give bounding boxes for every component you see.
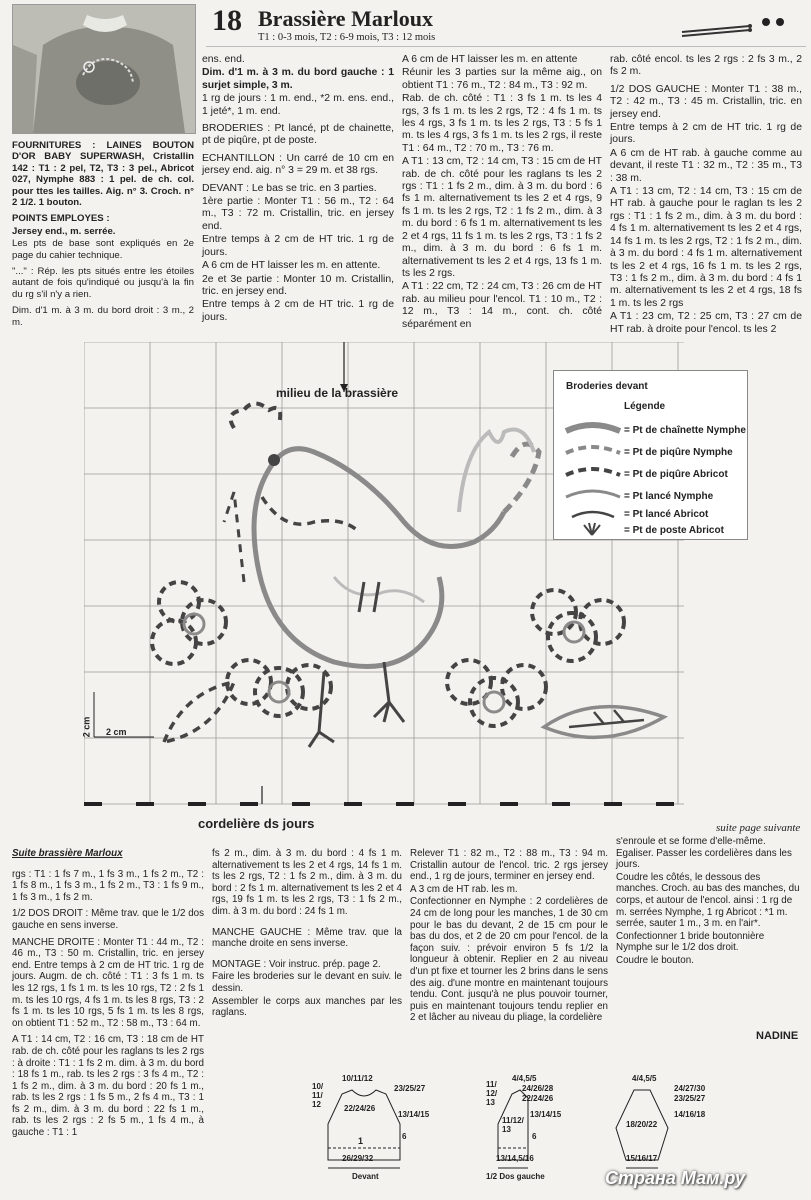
bottom-c1-p1: rgs : T1 : 1 fs 7 m., 1 fs 3 m., 1 fs 2 m., T2 : 1 fs 8 m., 1 fs 3 m., 1 fs 2 m., T3 : 1 fs 9 m., 1 fs 3 m., 1 fs 2 m. (12, 868, 204, 903)
col3-p4: A T1 : 13 cm, T2 : 14 cm, T3 : 15 cm de HT rab. de ch. côté pour les raglans ts les 2 rgs : T1 : 1 fs 2 m., dim. à 3 m. du bord : 6 fs 1 m. alternativement ts les 2 et 4 rgs, 9 fs 1 m. ts les 2 rgs, T2 : 1 fs 2 m., dim. à 3 m. du bord : 6 fs 1 m. alternativement ts les 2 et 4 rgs, 11 fs 1 m. ts les 2 rgs, T3 : 1 fs 2 m., dim. à 3 m. du bord : 6 fs 1 m. alternativement ts les 2 et 4 rgs, 13 fs 1 m. ts les 2 rgs. (402, 156, 602, 279)
pattern-number: 18 (212, 4, 242, 37)
legend-item-1: = Pt de chaînette Nymphe (624, 425, 746, 436)
col4-p5: A T1 : 13 cm, T2 : 14 cm, T3 : 15 cm de HT rab. à gauche pour le raglan ts les 2 rgs : T1 : 1 fs 2 m., dim. à 3 m. du bord : 4 fs 1 m. alternativement ts les 2 et 4 rgs, 14 fs 1 m. ts les 2 rgs, T2 : 1 fs 2 m., dim. à 3 m. du bord : 4 fs 1 m. alternativement ts les 2 et 4 rgs, 16 fs 1 m. ts les 2 rgs, T3 : 1 fs 2 m., dim. à 3 m. du bord : 4 fs 1 m. alternativement ts les 2 et 4 rgs, 18 fs 1 m. ts les 2 rgs (610, 186, 802, 309)
col2-p7: 1ère partie : Monter T1 : 56 m., T2 : 64 m., T3 : 72 m. Cristallin, tric. en jersey end. (202, 196, 394, 232)
devant-mid: 22/24/26 (344, 1104, 376, 1113)
col3-p2: Réunir les 3 parties sur la même aig., on obtient T1 : 76 m., T2 : 84 m., T3 : 92 m. (402, 67, 602, 91)
column-4 (610, 54, 802, 341)
col2-p9: A 6 cm de HT laisser les m. en attente. (202, 260, 381, 272)
points-dim: Dim. d'1 m. à 3 m. du bord droit : 3 m., 2 m. (12, 305, 194, 328)
bottom-column-2 (212, 848, 402, 1024)
knitting-needles-icon (680, 12, 800, 43)
points-base: Les pts de base sont expliqués en 2e page du cahier technique. (12, 238, 194, 261)
points-jersey: Jersey end., m. serrée. (12, 225, 116, 237)
col4-p3: Entre temps à 2 cm de HT tric. 1 rg de jours. (610, 122, 802, 146)
col3-p5: A T1 : 22 cm, T2 : 24 cm, T3 : 26 cm de HT rab. au milieu pour l'encol. T1 : 10 m., T2 : 12 m., T3 : 14 m., cont. ch. côté séparément en (402, 281, 602, 330)
chart-legend (553, 370, 748, 540)
devant-left: 10/ 11/ 12 (312, 1082, 324, 1109)
dos-name: 1/2 Dos gauche (486, 1172, 545, 1181)
col3-p3: Rab. de ch. côté : T1 : 3 fs 1 m. ts les 4 rgs, 3 fs 1 m. ts les 2 rgs, T2 : 4 fs 1 m. ts les 4 rgs, 3 fs 1 m. ts les 2 rgs, T3 : 5 fs 1 m. ts les 4 rgs, 3 fs 1 m. ts les 2 rgs, il reste T1 : 64 m., T2 : 70 m., T3 : 76 m. (402, 93, 602, 154)
chart-top-label: milieu de la brassière (276, 386, 399, 400)
manche-inner: 18/20/22 (626, 1120, 658, 1129)
col2-p8: Entre temps à 2 cm de HT tric. 1 rg de jours. (202, 234, 394, 258)
col4-p2: 1/2 DOS GAUCHE : Monter T1 : 38 m., T2 : 42 m., T3 : 45 m. Cristallin, tric. en jersey end. (610, 83, 802, 120)
dos-inner: 11/12/ 13 (502, 1116, 524, 1134)
bottom-c3-p3: Confectionner en Nymphe : 2 cordelières de 24 cm de long pour les manches, 1 de 30 cm pour le bas du devant, 2 de 15 cm pour le bas du dos, et 2 de 20 cm pour l'encol. de la façon suiv. : prévoir environ 5 fs 1/2 la longueur à obtenir. Replier en 2 au niveau d'un pt fixe et tourner les 2 brins dans le sens des aig. d'une montre en maintenant toujours tendu. Cont. jusqu'à ne plus pouvoir tourner, puis en maintenant toujours tendu replier en 2 et lâcher au niveau du pliage, la cordelière (410, 896, 608, 1024)
column-3 (402, 54, 602, 336)
bottom-c2-p4: Faire les broderies sur le devant en suiv. le dessin. (212, 971, 402, 994)
dos-mid: 22/24/26 (522, 1094, 554, 1103)
legend-title: Broderies devant (566, 381, 648, 392)
size-line: T1 : 0-3 mois, T2 : 6-9 mois, T3 : 12 mois (258, 32, 436, 43)
dos-bottom: 13/14,5/16 (496, 1154, 534, 1163)
manche-shoulder: 24/27/30 (674, 1084, 706, 1093)
manche-right-a: 14/16/18 (674, 1110, 706, 1119)
col2-p2: Dim. d'1 m. à 3 m. du bord gauche : 1 surjet simple, 3 m. (202, 67, 394, 91)
devant-bottom: 26/29/32 (342, 1154, 374, 1163)
column-1 (12, 140, 194, 333)
points-title: POINTS EMPLOYES : (12, 213, 110, 225)
bottom-c2-p2: MANCHE GAUCHE : Même trav. que la manche droite en sens inverse. (212, 926, 402, 950)
devant-shoulder: 23/25/27 (394, 1084, 426, 1093)
bottom-c1-p2: 1/2 DOS DROIT : Même trav. que le 1/2 dos gauche en sens inverse. (12, 908, 204, 931)
author-signature: NADINE (756, 1030, 799, 1042)
manche-top: 4/4,5/5 (632, 1074, 657, 1083)
legend-item-6: = Pt de poste Abricot (624, 525, 724, 536)
bottom-c1-p3: MANCHE DROITE : Monter T1 : 44 m., T2 : 46 m., T3 : 50 m. Cristallin, tric. en jersey end. Entre temps à 2 cm de HT tric. 1 rg de jours. Augm. de ch. côté : T1 : 3 fs 1 m. ts les 12 rgs, 1 fs 1 m. ts les 10 rgs, T2 : 2 fs 1 m. ts les 10 rgs, 4 fs 1 m. ts les 8 rgs, T3 : 2 fs 1 m. ts les 10 rgs, 5 fs 1 m. ts les 8 rgs, on obtient T1 : 52 m., T2 : 58 m., T3 : 64 m. (12, 936, 204, 1029)
continued-note: suite page suivante (716, 822, 801, 834)
continuation-title: Suite brassière Marloux (12, 848, 123, 859)
col4-p6: A T1 : 23 cm, T2 : 25 cm, T3 : 27 cm de HT rab. à droite pour l'encol. ts les 2 (610, 311, 802, 335)
col2-p3: 1 rg de jours : 1 m. end., *2 m. ens. end., 1 jeté*, 1 m. end. (202, 93, 394, 117)
col2-p6: DEVANT : Le bas se tric. en 3 parties. (202, 182, 377, 194)
bottom-c2-p3: MONTAGE : Voir instruc. prép. page 2. (212, 958, 381, 970)
bottom-c4-p1: s'enroule et se forme d'elle-même. Egaliser. Passer les cordelières dans les jours. (616, 836, 792, 871)
col4-p4: A 6 cm de HT rab. à gauche comme au devant, il reste T1 : 32 m., T2 : 35 m., T3 : 38 m. (610, 147, 802, 184)
bottom-c4-p3: Confectionner 1 bride boutonnière Nymphe sur le 1/2 dos droit. (616, 930, 765, 954)
devant-piece-number: 1 (358, 1136, 364, 1146)
dos-right-b: 6 (532, 1132, 537, 1141)
fournitures: FOURNITURES : LAINES BOUTON D'OR BABY SUPERWASH, Cristallin 142 : T1 : 2 pel, T2, T3 : 3 pel., Abricot 027, Nymphe 883 : 1 pel. de ch. col. pour ttes les tailles. Aig. n° 3. Croch. n° 2 1/2. 1 bouton. (12, 140, 194, 209)
bottom-c4-p2: Coudre les côtés, le dessous des manches. Croch. au bas des manches, du corps, et autour de l'encol. ainsi : 1 rg de m. serrées Nymphe, 1 rg Abricot : *1 m. serrée, sauter 1 m., 3 m. en l'air*. (616, 871, 800, 930)
manche-bottom: 15/16/17 (626, 1154, 658, 1163)
dos-top: 4/4,5/5 (512, 1074, 537, 1083)
pattern-title: Brassière Marloux (258, 6, 433, 31)
bottom-c3-p2: A 3 cm de HT rab. les m. (410, 883, 518, 895)
col4-p1: rab. côté encol. ts les 2 rgs : 2 fs 3 m., 2 fs 2 m. (610, 54, 802, 78)
legend-subtitle: Légende (624, 401, 666, 412)
legend-item-2: = Pt de piqûre Nymphe (624, 447, 733, 458)
bottom-column-3 (410, 848, 608, 1029)
dim-horizontal-label: 2 cm (106, 727, 127, 737)
bottom-column-4 (616, 836, 802, 972)
legend-item-3: = Pt de piqûre Abricot (624, 469, 728, 480)
bottom-c4-p4: Coudre le bouton. (616, 954, 694, 966)
site-watermark: Страна Мам.ру (605, 1168, 745, 1188)
dos-shoulder: 24/26/28 (522, 1084, 554, 1093)
dos-right-a: 13/14/15 (530, 1110, 562, 1119)
devant-right-a: 13/14/15 (398, 1110, 430, 1119)
column-2 (202, 54, 394, 329)
bottom-column-1 (12, 848, 204, 1144)
bottom-c3-p1: Relever T1 : 82 m., T2 : 88 m., T3 : 94 m. Cristallin autour de l'encol. tric. 2 rgs jersey end., 1 rg de jours, terminer en jersey end. (410, 848, 608, 883)
col2-p11: Entre temps à 2 cm de HT tric. 1 rg de jours. (202, 299, 394, 323)
legend-item-4: = Pt lancé Nymphe (624, 491, 714, 502)
col3-p1: A 6 cm de HT laisser les m. en attente (402, 54, 578, 65)
dos-left: 11/ 12/ 13 (486, 1080, 498, 1107)
chart-bottom-label: cordelière ds jours (198, 816, 315, 831)
bottom-c2-p1: fs 2 m., dim. à 3 m. du bord : 4 fs 1 m. alternativement ts les 2 et 4 rgs, 14 fs 1 m. ts les 2 rgs, T2 : 1 fs 2 m., dim. à 3 m. du bord : 2 fs 1 m. alternativement ts les 2 et 4 rgs, 19 fs 1 m. ts les 2 rgs, T3 : 1 fs 2 m., dim. à 3 m. du bord : 24 fs 1 m. (212, 848, 402, 917)
devant-name: Devant (352, 1172, 379, 1181)
col2-p4: BRODERIES : Pt lancé, pt de chainette, pt de piqûre, pt de poste. (202, 123, 394, 147)
bottom-c1-p4: A T1 : 14 cm, T2 : 16 cm, T3 : 18 cm de HT rab. de ch. côté pour les raglans ts les 2 rgs : à droite : T1 : 1 fs 2 m. dim. à 3 m. du bord : 18 fs 1 m., rab. ts les 2 rgs : 3 fs 4 m., T2 : 1 fs 2 m., dim. à 3 m. du bord : 20 fs 1 m., rab. ts les 2 rgs : 1 fs 5 m., 2 fs 4 m., T3 : 1 fs 2 m., dim. à 3 m. du bord : 22 fs 1 m., rab. ts les 2 rgs : 2 fs 5 m., 1 fs 4 m., à gauche : T1 : 1 (12, 1034, 204, 1139)
col2-p1: ens. end. (202, 54, 245, 65)
sweater-photo (12, 4, 196, 134)
dim-vertical-label: 2 cm (81, 716, 92, 738)
manche-mid: 23/25/27 (674, 1094, 706, 1103)
points-repeat: "..." : Rép. les pts situés entre les étoiles autant de fois qu'indiqué ou jusqu'à la fin du rg s'il n'y a rien. (12, 266, 194, 300)
col2-p5: ECHANTILLON : Un carré de 10 cm en jersey end. aig. n° 3 = 29 m. et 38 rgs. (202, 152, 394, 177)
legend-item-5: = Pt lancé Abricot (624, 509, 709, 520)
devant-right-b: 6 (402, 1132, 407, 1141)
col2-p10: 2e et 3e partie : Monter 10 m. Cristallin, tric. en jersey end. (202, 273, 394, 297)
devant-top: 10/11/12 (342, 1074, 373, 1083)
bottom-c2-p5: Assembler le corps aux manches par les raglans. (212, 995, 402, 1019)
